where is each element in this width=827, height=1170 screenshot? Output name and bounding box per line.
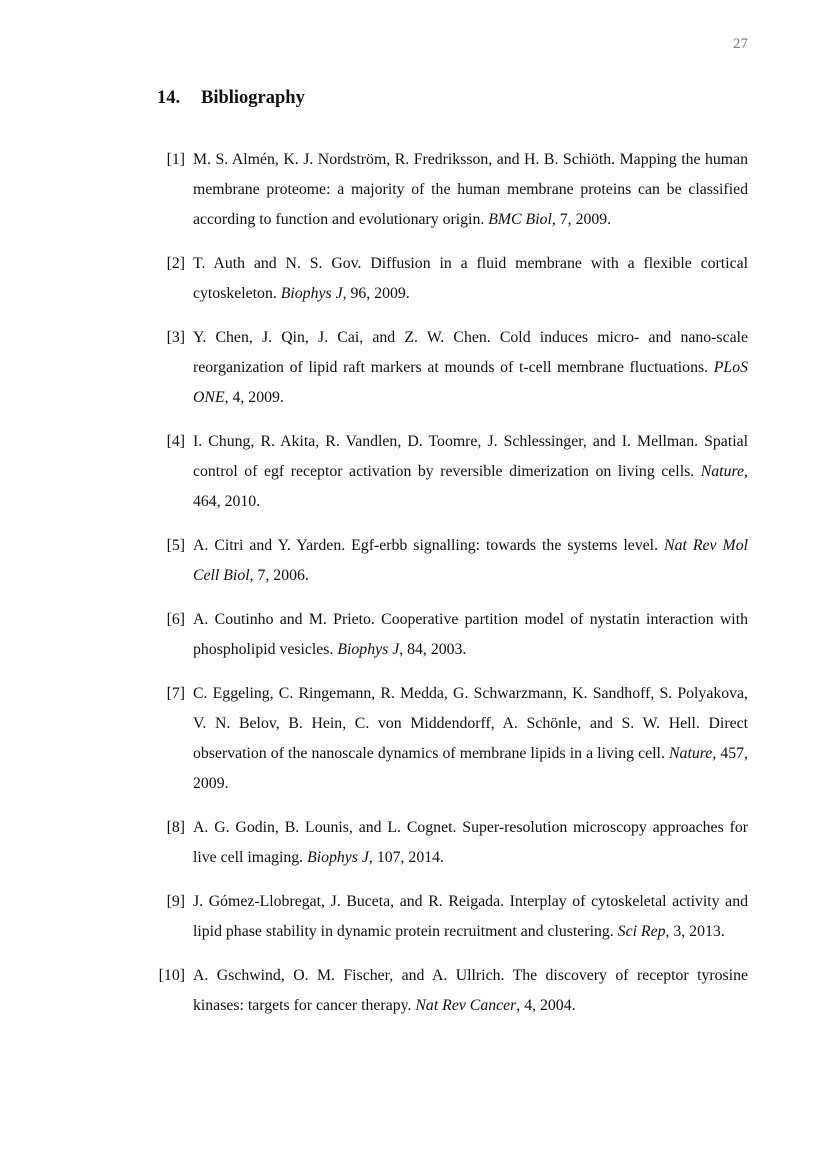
reference-details: , 7, 2006. bbox=[249, 567, 309, 584]
section-number: 14. bbox=[157, 88, 181, 108]
section-heading bbox=[157, 88, 305, 109]
reference-text: I. Chung, R. Akita, R. Vandlen, D. Toomre, J. Schlessinger, and I. Mellman. Spatial control of egf receptor activation by reversible dimerization on living cells. bbox=[193, 433, 748, 480]
reference-label: [1] bbox=[166, 151, 185, 168]
reference-text: A. Gschwind, O. M. Fischer, and A. Ullrich. The discovery of receptor tyrosine kinases: targets for cancer therapy. bbox=[193, 967, 748, 1014]
reference-details: , 464, 2010. bbox=[193, 463, 748, 510]
reference-details: , 107, 2014. bbox=[368, 849, 444, 866]
reference-label: [9] bbox=[166, 893, 185, 910]
reference-text: A. Coutinho and M. Prieto. Cooperative partition model of nystatin interaction with phospholipid vesicles. bbox=[193, 611, 748, 658]
bibliography-entry bbox=[166, 323, 748, 413]
bibliography-entry bbox=[166, 145, 748, 235]
reference-text: C. Eggeling, C. Ringemann, R. Medda, G. Schwarzmann, K. Sandhoff, S. Polyakova, V. N. Belov, B. Hein, C. von Middendorff, A. Schönle, and S. W. Hell. Direct observation of the nanoscale dynamics of membrane lipids in a living cell. bbox=[193, 685, 748, 762]
reference-text: A. G. Godin, B. Lounis, and L. Cognet. Super-resolution microscopy approaches for live cell imaging. bbox=[193, 819, 748, 866]
bibliography-entry bbox=[166, 813, 748, 873]
bibliography-entry bbox=[166, 887, 748, 947]
reference-details: , 4, 2004. bbox=[516, 997, 576, 1014]
reference-label: [6] bbox=[166, 611, 185, 628]
reference-journal: Sci Rep bbox=[617, 923, 666, 940]
reference-details: , 3, 2013. bbox=[665, 923, 725, 940]
reference-label: [4] bbox=[166, 433, 185, 450]
section-title: Bibliography bbox=[201, 88, 305, 108]
reference-text: T. Auth and N. S. Gov. Diffusion in a fluid membrane with a flexible cortical cytoskeleton. bbox=[193, 255, 748, 302]
reference-journal: PLoS ONE bbox=[193, 359, 748, 406]
reference-text: M. S. Almén, K. J. Nordström, R. Fredriksson, and H. B. Schiöth. Mapping the human membrane proteome: a majority of the human membrane proteins can be classified according to function and evolutionary origin. bbox=[193, 151, 748, 228]
reference-journal: Biophys J bbox=[307, 849, 369, 866]
bibliography-entry bbox=[166, 679, 749, 799]
reference-details: , 457, 2009. bbox=[193, 745, 749, 792]
bibliography-entry bbox=[166, 249, 748, 309]
reference-label: [2] bbox=[166, 255, 185, 272]
bibliography-entry bbox=[166, 531, 749, 591]
bibliography-entry bbox=[166, 605, 748, 665]
reference-details: , 7, 2009. bbox=[551, 211, 612, 228]
reference-text: J. Gómez-Llobregat, J. Buceta, and R. Reigada. Interplay of cytoskeletal activity and lipid phase stability in dynamic protein recruitment and clustering. bbox=[193, 893, 748, 940]
bibliography-entry bbox=[166, 427, 748, 517]
reference-journal: Nature bbox=[700, 463, 745, 480]
reference-label: [10] bbox=[158, 967, 185, 984]
reference-label: [3] bbox=[166, 329, 185, 346]
reference-journal: Nat Rev Mol Cell Biol bbox=[193, 537, 749, 584]
bibliography-list bbox=[158, 145, 749, 1035]
page-number: 27 bbox=[733, 36, 748, 52]
reference-journal: Biophys J bbox=[280, 285, 343, 302]
reference-details: , 84, 2003. bbox=[399, 641, 467, 658]
reference-label: [8] bbox=[166, 819, 185, 836]
reference-text: Y. Chen, J. Qin, J. Cai, and Z. W. Chen. Cold induces micro- and nano-scale reorganization of lipid raft markers at mounds of t-cell membrane fluctuations. bbox=[193, 329, 748, 376]
reference-label: [5] bbox=[166, 537, 185, 554]
reference-label: [7] bbox=[166, 685, 185, 702]
reference-details: , 96, 2009. bbox=[342, 285, 410, 302]
reference-text: A. Citri and Y. Yarden. Egf-erbb signalling: towards the systems level. bbox=[193, 537, 659, 554]
reference-journal: BMC Biol bbox=[488, 211, 552, 228]
reference-details: , 4, 2009. bbox=[224, 389, 284, 406]
reference-journal: Nat Rev Cancer bbox=[415, 997, 517, 1014]
reference-journal: Nature bbox=[669, 745, 713, 762]
reference-journal: Biophys J bbox=[337, 641, 400, 658]
bibliography-entry bbox=[158, 961, 748, 1021]
